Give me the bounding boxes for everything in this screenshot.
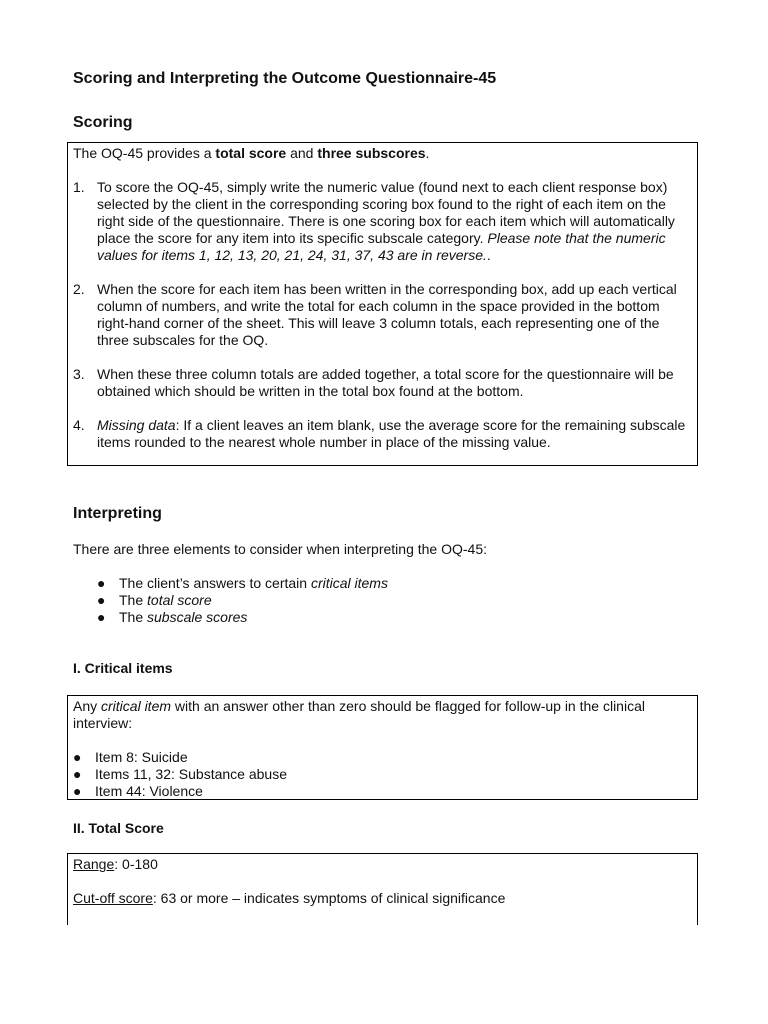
interpreting-heading: Interpreting — [73, 505, 162, 522]
list-item: ● The subscale scores — [97, 609, 248, 625]
page-title: Scoring and Interpreting the Outcome Questionnaire-45 — [73, 70, 497, 87]
list-item: ● The total score — [97, 592, 212, 608]
total-score-box — [67, 853, 698, 925]
scoring-step: 1. To score the OQ-45, simply write the numeric value (found next to each client response box) selected by the client in the corresponding scoring box found to the right of each item on the right side of the questionnaire. There is one scoring box for each item which will automatically place the score for any item into its specific subscale category. Please note that the numeric values for items 1, 12, 13, 20, 21, 24, 31, 37, 43 are in reverse.. — [73, 179, 675, 263]
interpreting-list — [97, 575, 388, 626]
critical-items-box — [67, 695, 698, 800]
interpreting-intro: There are three elements to consider when interpreting the OQ-45: — [73, 541, 487, 557]
scoring-step: 3. When these three column totals are added together, a total score for the questionnaire will be obtained which should be written in the total box found at the bottom. — [73, 366, 674, 399]
scoring-step: 2. When the score for each item has been written in the corresponding box, add up each vertical column of numbers, and write the total for each column in the space provided in the bottom right-hand corner of the sheet. This will leave 3 column totals, each representing one of the three subscales for the OQ. — [73, 281, 677, 348]
critical-items-heading: I. Critical items — [73, 660, 173, 676]
scoring-box — [67, 142, 698, 466]
critical-items-list — [73, 749, 692, 800]
cutoff-line: Cut-off score: 63 or more – indicates symptoms of clinical significance — [73, 890, 506, 906]
scoring-intro: The OQ-45 provides a total score and three subscores. — [73, 145, 430, 161]
list-item: ● The client’s answers to certain critical items — [97, 575, 388, 591]
critical-items-intro: Any critical item with an answer other than zero should be flagged for follow-up in the clinical interview: — [73, 698, 645, 731]
scoring-steps — [73, 179, 692, 451]
list-item: ● Items 11, 32: Substance abuse — [73, 766, 287, 782]
total-score-heading: II. Total Score — [73, 820, 164, 836]
scoring-step: 4. Missing data: If a client leaves an item blank, use the average score for the remaining subscale items rounded to the nearest whole number in place of the missing value. — [73, 417, 686, 450]
scoring-heading: Scoring — [73, 114, 133, 131]
list-item: ● Item 44: Violence — [73, 783, 203, 799]
list-item: ● Item 8: Suicide — [73, 749, 188, 765]
range-line: Range: 0-180 — [73, 856, 158, 872]
